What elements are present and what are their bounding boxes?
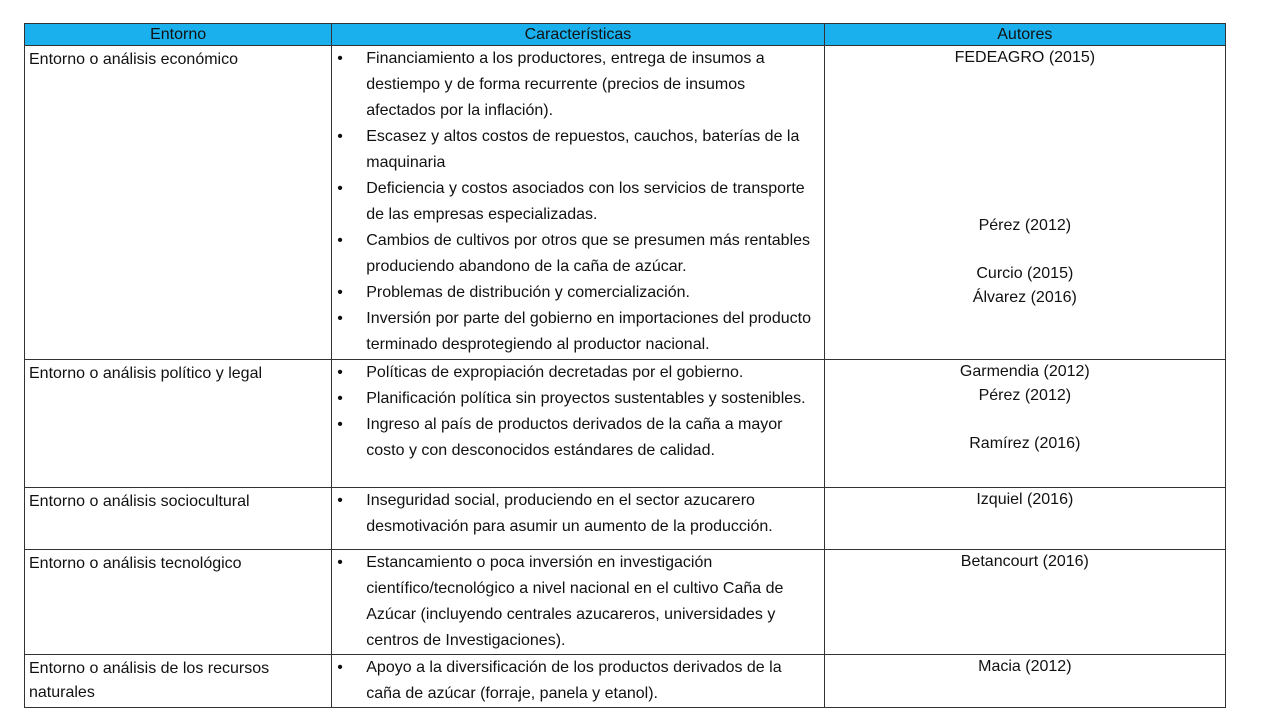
bullet-icon: • bbox=[337, 659, 343, 676]
author-line bbox=[825, 408, 1225, 432]
author-line bbox=[825, 94, 1225, 118]
bullet-icon: • bbox=[337, 492, 343, 509]
list-item: • Planificación política sin proyectos sustentables y sostenibles. bbox=[332, 386, 823, 412]
author-line bbox=[825, 118, 1225, 142]
author-line bbox=[825, 166, 1225, 190]
list-item: • Financiamiento a los productores, entrega de insumos a destiempo y de forma recurrente (precios de insumos afectados por la inflación). bbox=[332, 46, 823, 124]
list-item: • Cambios de cultivos por otros que se presumen más rentables produciendo abandono de la caña de azúcar. bbox=[332, 228, 823, 280]
list-item: • Políticas de expropiación decretadas por el gobierno. bbox=[332, 360, 823, 386]
list-item: • Apoyo a la diversificación de los productos derivados de la caña de azúcar (forraje, panela y etanol). bbox=[332, 655, 823, 707]
bullet-icon: • bbox=[337, 284, 343, 301]
author-line bbox=[825, 142, 1225, 166]
bullet-icon: • bbox=[337, 390, 343, 407]
bullet-icon: • bbox=[337, 232, 343, 249]
bullet-icon: • bbox=[337, 310, 343, 327]
table-row bbox=[25, 655, 1226, 708]
bullet-icon: • bbox=[337, 128, 343, 145]
bullet-icon: • bbox=[337, 50, 343, 67]
bullet-icon: • bbox=[337, 364, 343, 381]
characteristics-cell bbox=[332, 360, 824, 488]
author-line: Pérez (2012) bbox=[978, 387, 1072, 404]
environment-cell: Entorno o análisis de los recursos naturales bbox=[25, 655, 332, 708]
authors-cell bbox=[824, 550, 1225, 655]
list-item: • Inseguridad social, produciendo en el sector azucarero desmotivación para asumir un aumento de la producción. bbox=[332, 488, 823, 540]
author-line: Pérez (2012) bbox=[978, 217, 1072, 234]
author-line bbox=[825, 238, 1225, 262]
environment-cell: Entorno o análisis sociocultural bbox=[25, 488, 332, 550]
characteristics-cell bbox=[332, 488, 824, 550]
authors-cell bbox=[824, 360, 1225, 488]
list-item: • Problemas de distribución y comercialización. bbox=[332, 280, 823, 306]
author-line bbox=[825, 70, 1225, 94]
characteristics-cell bbox=[332, 46, 824, 360]
list-item: • Deficiencia y costos asociados con los servicios de transporte de las empresas especializadas. bbox=[332, 176, 823, 228]
list-item: • Escasez y altos costos de repuestos, cauchos, baterías de la maquinaria bbox=[332, 124, 823, 176]
author-line bbox=[825, 190, 1225, 214]
list-item: • Estancamiento o poca inversión en investigación científico/tecnológico a nivel nacional en el cultivo Caña de Azúcar (incluyendo centrales azucareros, universidades y centros de Investigaciones). bbox=[332, 550, 823, 654]
authors-cell bbox=[824, 46, 1225, 360]
characteristics-cell bbox=[332, 655, 824, 708]
header-row bbox=[25, 24, 1226, 46]
table-row bbox=[25, 550, 1226, 655]
table-row bbox=[25, 360, 1226, 488]
bullet-icon: • bbox=[337, 180, 343, 197]
bullet-icon: • bbox=[337, 416, 343, 433]
author-line: Álvarez (2016) bbox=[972, 289, 1077, 306]
authors-cell bbox=[824, 655, 1225, 708]
author-line: FEDEAGRO (2015) bbox=[954, 49, 1096, 66]
bullet-icon: • bbox=[337, 554, 343, 571]
header-characteristics: Características bbox=[332, 24, 824, 46]
table-row bbox=[25, 488, 1226, 550]
list-item: • Inversión por parte del gobierno en importaciones del producto terminado desprotegiendo al productor nacional. bbox=[332, 306, 823, 358]
author-line: Curcio (2015) bbox=[976, 265, 1074, 282]
table-row bbox=[25, 46, 1226, 360]
author-line: Macia (2012) bbox=[978, 658, 1072, 675]
author-line: Betancourt (2016) bbox=[960, 553, 1089, 570]
author-line: Garmendia (2012) bbox=[959, 363, 1090, 380]
author-line: Ramírez (2016) bbox=[969, 435, 1081, 452]
environment-table bbox=[24, 23, 1226, 708]
author-line: Izquiel (2016) bbox=[976, 491, 1074, 508]
environment-cell: Entorno o análisis tecnológico bbox=[25, 550, 332, 655]
header-environment: Entorno bbox=[25, 24, 332, 46]
environment-cell: Entorno o análisis económico bbox=[25, 46, 332, 360]
characteristics-cell bbox=[332, 550, 824, 655]
authors-cell bbox=[824, 488, 1225, 550]
environment-cell: Entorno o análisis político y legal bbox=[25, 360, 332, 488]
header-authors: Autores bbox=[824, 24, 1225, 46]
list-item: • Ingreso al país de productos derivados de la caña a mayor costo y con desconocidos estándares de calidad. bbox=[332, 412, 823, 464]
